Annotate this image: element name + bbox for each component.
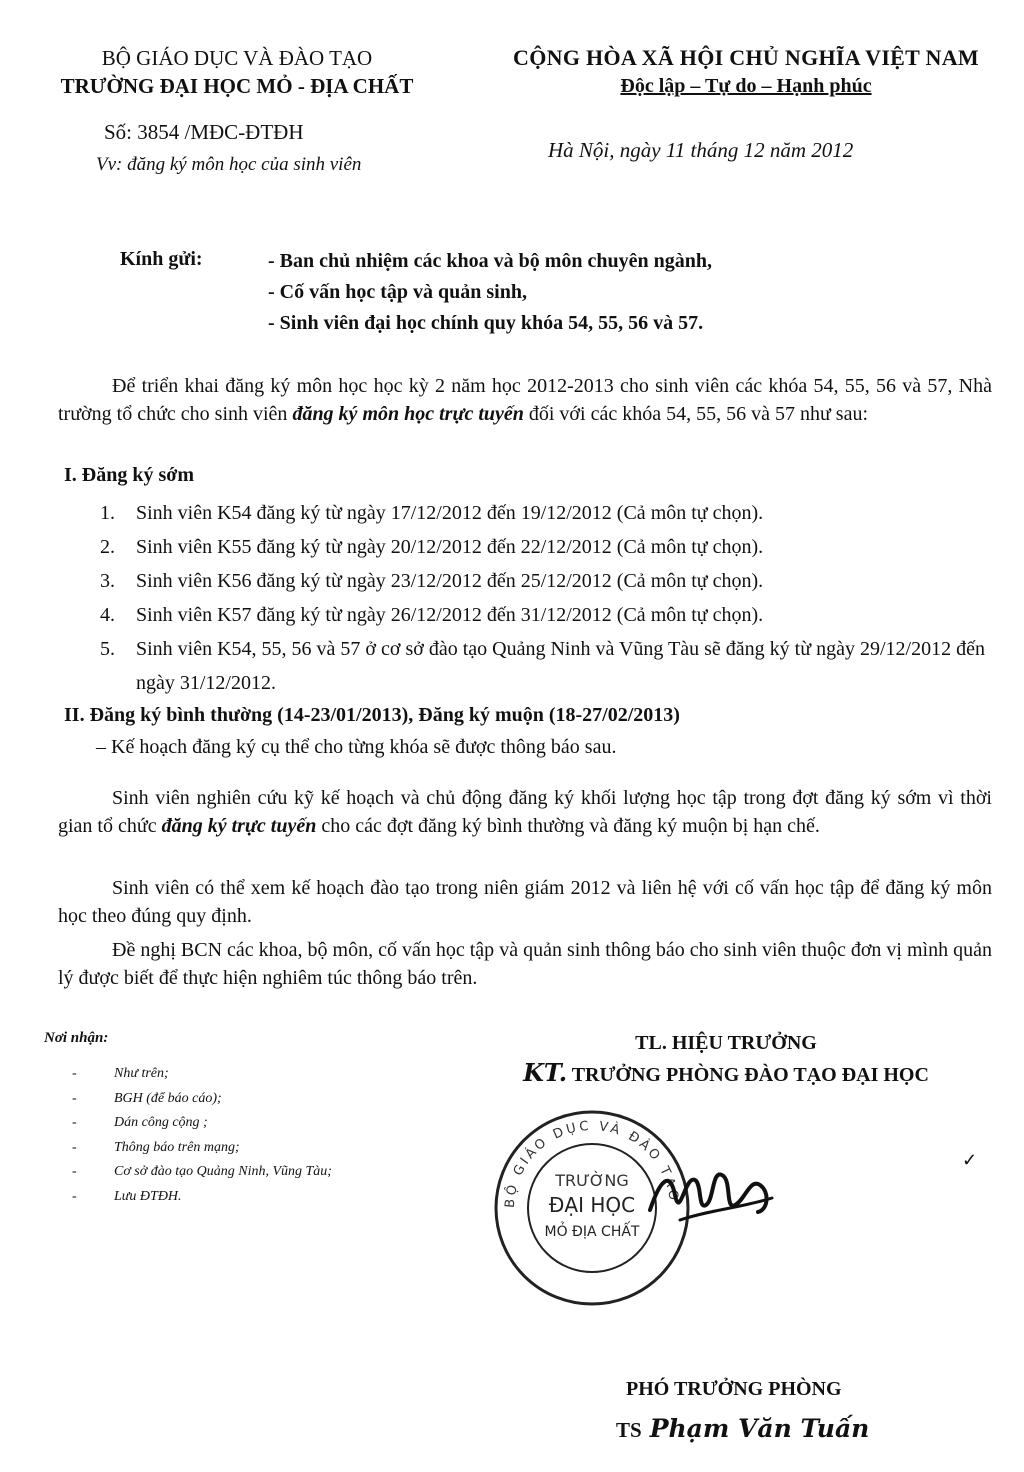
paragraph-yearbook: Sinh viên có thể xem kế hoạch đào tạo trong niên giám 2012 và liên hệ với cố vấn học tập để đăng ký môn học theo đúng quy định. bbox=[58, 877, 992, 927]
item-number: 2. bbox=[100, 536, 115, 558]
item-text: Sinh viên K56 đăng ký từ ngày 23/12/2012 đến 25/12/2012 (Cả môn tự chọn). bbox=[136, 570, 764, 592]
document-number: Số: 3854 /MĐC-ĐTĐH bbox=[104, 120, 304, 144]
intro-paragraph bbox=[58, 372, 992, 428]
document-subject: Vv: đăng ký môn học của sinh viên bbox=[96, 154, 362, 175]
kt-mark: KT. bbox=[523, 1058, 568, 1087]
list-item bbox=[100, 496, 1000, 530]
recipient-item: - Ban chủ nhiệm các khoa và bộ môn chuyên ngành, bbox=[268, 250, 712, 272]
section-1-heading: I. Đăng ký sớm bbox=[64, 464, 194, 486]
item-text: Sinh viên K54 đăng ký từ ngày 17/12/2012 đến 19/12/2012 (Cả môn tự chọn). bbox=[136, 502, 764, 524]
signer-position: PHÓ TRƯỞNG PHÒNG bbox=[626, 1378, 842, 1400]
distribution-item: - Thông báo trên mạng; bbox=[72, 1139, 240, 1155]
item-text: Sinh viên K54, 55, 56 và 57 ở cơ sở đào tạo Quảng Ninh và Vũng Tàu sẽ đăng ký từ ngày 29/12/2012 đến ngày 31/12/2012. bbox=[136, 638, 985, 694]
intro-text: Để triển khai đăng ký môn học học kỳ 2 năm học 2012-2013 cho sinh viên các khóa 54, 55, 56 và 57, Nhà trường tổ chức cho sinh viên bbox=[58, 375, 992, 425]
list-item bbox=[100, 530, 1000, 564]
signer-name: Phạm Văn Tuấn bbox=[649, 1414, 870, 1443]
item-text: Sinh viên K55 đăng ký từ ngày 20/12/2012 đến 22/12/2012 (Cả môn tự chọn). bbox=[136, 536, 764, 558]
paragraph-plan bbox=[58, 784, 992, 840]
place-date: Hà Nội, ngày 11 tháng 12 năm 2012 bbox=[548, 138, 854, 162]
recipient-item: - Cố vấn học tập và quản sinh, bbox=[268, 281, 527, 303]
para-text: Sinh viên nghiên cứu kỹ kế hoạch và chủ động đăng ký khối lượng học tập trong đợt đăng ký sớm vì thời gian tổ chức bbox=[58, 787, 992, 837]
signature-line-2 bbox=[446, 1058, 1006, 1090]
distribution-item: - BGH (để báo cáo); bbox=[72, 1090, 222, 1106]
distribution-item: - Lưu ĐTĐH. bbox=[72, 1188, 182, 1204]
section-2-heading: II. Đăng ký bình thường (14-23/01/2013), Đăng ký muộn (18-27/02/2013) bbox=[64, 704, 680, 726]
intro-emphasis: đăng ký môn học trực tuyến bbox=[292, 403, 524, 425]
item-number: 1. bbox=[100, 502, 115, 524]
signature-line-1: TL. HIỆU TRƯỞNG bbox=[635, 1032, 817, 1054]
distribution-list bbox=[72, 1062, 332, 1209]
para-text-end: cho các đợt đăng ký bình thường và đăng ký muộn bị hạn chế. bbox=[316, 815, 820, 837]
issuer-block bbox=[22, 44, 452, 100]
item-number: 5. bbox=[100, 638, 115, 660]
motto: Độc lập – Tự do – Hạnh phúc bbox=[620, 75, 872, 97]
stamp-ring-text: BỘ GIÁO DỤC VÀ ĐÀO TẠO bbox=[502, 1118, 682, 1209]
distribution-title: Nơi nhận: bbox=[44, 1030, 109, 1046]
early-registration-list bbox=[100, 496, 1000, 700]
handwritten-signature bbox=[640, 1150, 780, 1240]
check-mark-icon: ✓ bbox=[962, 1150, 978, 1170]
country-name: CỘNG HÒA XÃ HỘI CHỦ NGHĨA VIỆT NAM bbox=[513, 45, 979, 70]
recipient-item: - Sinh viên đại học chính quy khóa 54, 55, 56 và 57. bbox=[268, 312, 704, 334]
distribution-item: - Cơ sở đào tạo Quảng Ninh, Vũng Tàu; bbox=[72, 1164, 332, 1179]
list-item bbox=[100, 564, 1000, 598]
item-text: Sinh viên K57 đăng ký từ ngày 26/12/2012 đến 31/12/2012 (Cả môn tự chọn). bbox=[136, 604, 764, 626]
paragraph-request: Đề nghị BCN các khoa, bộ môn, cố vấn học tập và quản sinh thông báo cho sinh viên thuộc đơn vị mình quản lý được biết để thực hiện nghiêm túc thông báo trên. bbox=[58, 939, 992, 989]
item-number: 4. bbox=[100, 604, 115, 626]
national-header bbox=[476, 44, 1016, 100]
signature-office: TRƯỞNG PHÒNG ĐÀO TẠO ĐẠI HỌC bbox=[571, 1064, 929, 1086]
stamp-line-2: ĐẠI HỌC bbox=[548, 1193, 636, 1217]
university-name: TRƯỜNG ĐẠI HỌC MỎ - ĐỊA CHẤT bbox=[60, 74, 414, 98]
item-number: 3. bbox=[100, 570, 115, 592]
list-item bbox=[100, 632, 1000, 700]
recipients-label: Kính gửi: bbox=[120, 248, 203, 270]
section-2-item: – Kế hoạch đăng ký cụ thể cho từng khóa sẽ được thông báo sau. bbox=[96, 736, 617, 758]
signer-name-line bbox=[616, 1414, 869, 1443]
stamp-line-3: MỎ ĐỊA CHẤT bbox=[544, 1224, 640, 1240]
ministry-name: BỘ GIÁO DỤC VÀ ĐÀO TẠO bbox=[101, 46, 373, 70]
signature-title bbox=[446, 1028, 1006, 1090]
list-item bbox=[100, 598, 1000, 632]
recipients-list bbox=[268, 246, 712, 339]
para-emphasis: đăng ký trực tuyến bbox=[161, 815, 317, 837]
distribution-item: - Như trên; bbox=[72, 1066, 169, 1081]
stamp-line-1: TRƯỜNG bbox=[555, 1171, 629, 1190]
distribution-item: - Dán công cộng ; bbox=[72, 1115, 208, 1130]
intro-text-end: đối với các khóa 54, 55, 56 và 57 như sau: bbox=[523, 403, 869, 425]
signer-title: TS bbox=[616, 1418, 642, 1442]
